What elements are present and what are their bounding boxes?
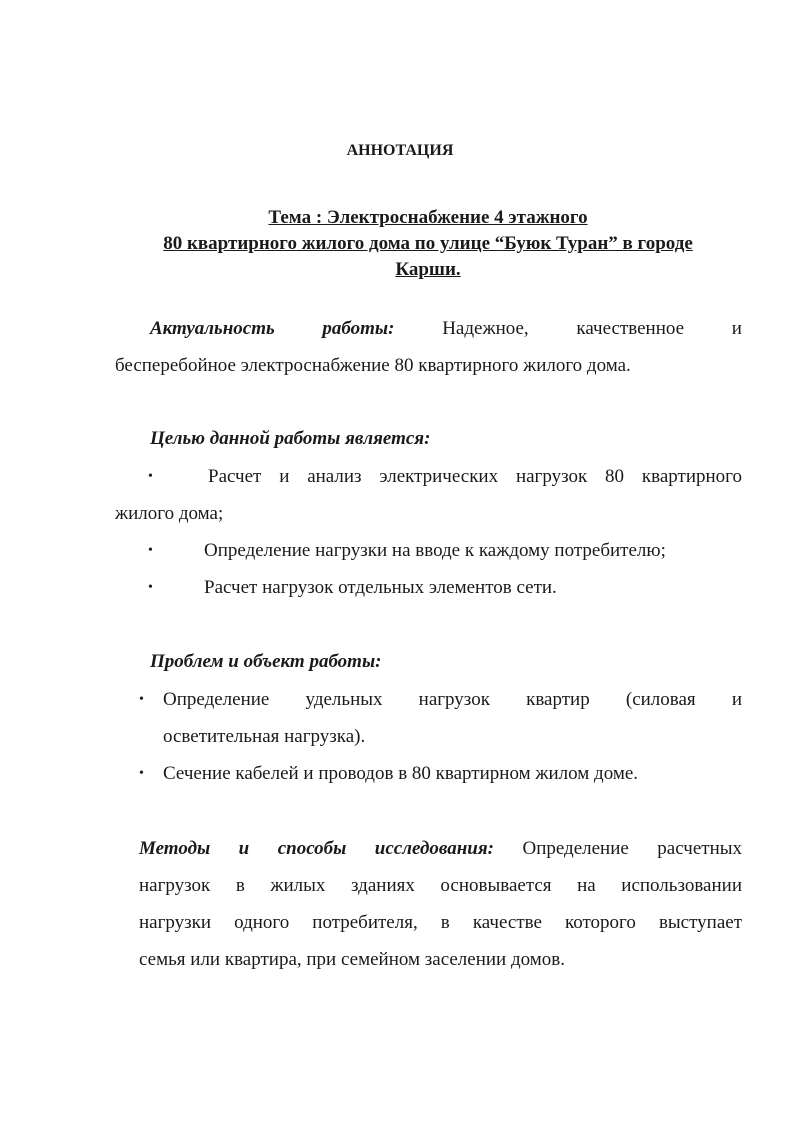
goal-item-1-line-1: Расчет и анализ электрических нагрузок 80 квартирного: [208, 466, 742, 487]
problem-item-2: Сечение кабелей и проводов в 80 квартирном жилом доме.: [163, 763, 639, 784]
relevance-text-c: и: [731, 318, 742, 339]
relevance-text-a: Надежное,: [442, 318, 529, 339]
relevance-label-1: Актуальность: [150, 318, 275, 339]
methods-line-3: нагрузки одного потребителя, в качестве которого выступает: [139, 912, 742, 933]
relevance-line-2: бесперебойное электроснабжение 80 квартирного жилого дома.: [115, 355, 631, 376]
methods-line-2: нагрузок в жилых зданиях основывается на использовании: [139, 875, 742, 896]
topic-line-2: 80 квартирного жилого дома по улице “Буюк Туран” в городе: [163, 233, 693, 254]
bullet-icon: •: [148, 543, 153, 558]
relevance-line-1: [150, 318, 742, 340]
goal-item-1-line-2: жилого дома;: [115, 503, 224, 524]
methods-line-1: [139, 838, 742, 860]
page-title: АННОТАЦИЯ: [346, 142, 454, 159]
goal-item-2: Определение нагрузки на вводе к каждому потребителю;: [204, 540, 666, 561]
methods-label: Методы и способы исследования:: [139, 838, 494, 859]
problem-item-1-line-1: Определение удельных нагрузок квартир (силовая и: [163, 689, 742, 710]
problem-heading: Проблем и объект работы:: [150, 651, 382, 672]
relevance-text-b: качественное: [576, 318, 685, 339]
goal-heading: Целью данной работы является:: [150, 428, 431, 449]
bullet-icon: •: [148, 469, 153, 484]
relevance-label-2: работы:: [322, 318, 395, 339]
bullet-icon: •: [139, 766, 144, 781]
bullet-icon: •: [139, 692, 144, 707]
methods-line-4: семья или квартира, при семейном заселении домов.: [139, 949, 566, 970]
methods-line-1-text: Определение расчетных: [522, 838, 743, 859]
topic-line-1: Тема : Электроснабжение 4 этажного: [268, 207, 588, 228]
topic-line-3: Карши.: [395, 259, 461, 280]
problem-item-1-line-2: осветительная нагрузка).: [163, 726, 366, 747]
bullet-icon: •: [148, 580, 153, 595]
goal-item-3: Расчет нагрузок отдельных элементов сети.: [204, 577, 557, 598]
